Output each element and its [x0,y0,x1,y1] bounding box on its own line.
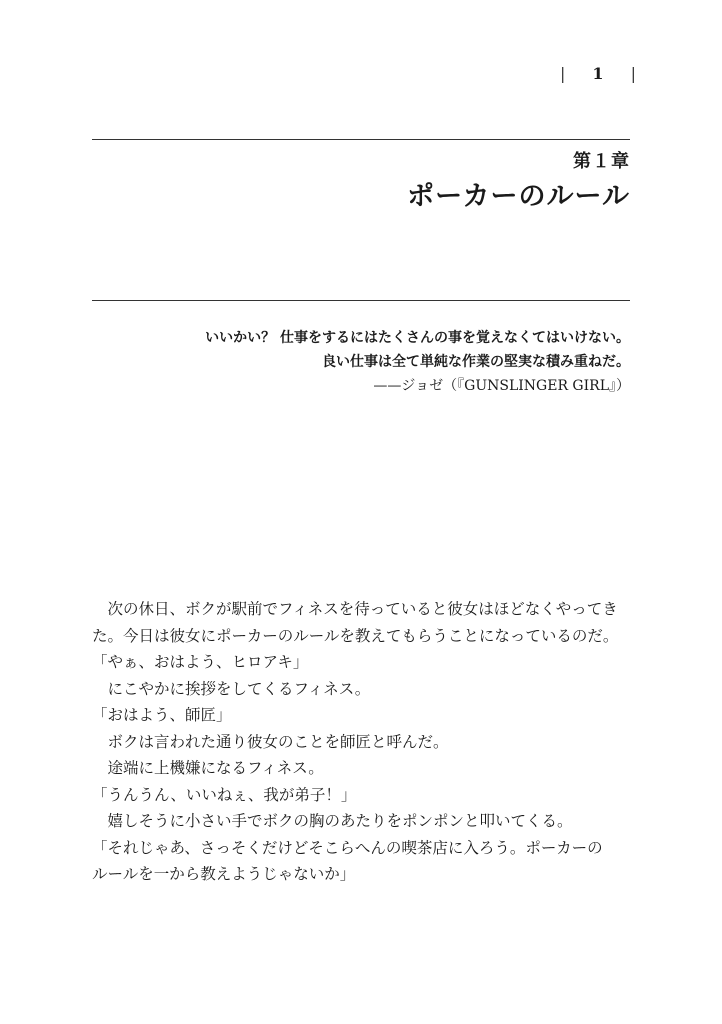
body-line: 「おはよう、師匠」 [92,706,232,724]
body-line: 途端に上機嫌になるフィネス。 [92,759,324,777]
epigraph-line: いいかい？ 仕事をするにはたくさんの事を覚えなくてはいけない。 [205,330,630,346]
body-line: た。今日は彼女にポーカーのルールを教えてもらうことになっているのだ。 [92,626,619,645]
epigraph-line: 良い仕事は全て単純な作業の堅実な積み重ねだ。 [322,354,630,370]
chapter-title: ポーカーのルール [407,181,630,212]
body-line: 「やぁ、おはよう、ヒロアキ」 [92,653,309,671]
page-number: 1 [592,64,604,83]
body-line: 「それじゃあ、さっそくだけどそこらへんの喫茶店に入ろう。ポーカーの [92,838,603,857]
chapter-bottom-rule [92,300,630,301]
body-line: にこやかに挨拶をしてくるフィネス。 [92,679,371,698]
chapter-label: 第１章 [573,151,630,172]
epigraph [205,326,630,398]
body-line: 「うんうん、いいねぇ、我が弟子！」 [92,785,357,804]
page-number-left-bar: | [560,64,566,83]
body-line: ボクは言われた通り彼女のことを師匠と呼んだ。 [92,732,449,751]
body-text [92,596,632,888]
body-line: ルールを一から教えようじゃないか」 [92,865,356,883]
body-line: 嬉しそうに小さい手でボクの胸のあたりをポンポンと叩いてくる。 [92,812,573,830]
chapter-top-rule [92,139,630,140]
page-number-header [560,64,636,83]
body-line: 次の休日、ボクが駅前でフィネスを待っていると彼女はほどなくやってき [92,600,618,618]
epigraph-attribution: ——ジョゼ（『GUNSLINGER GIRL』） [373,378,630,394]
page-number-right-bar: | [630,64,636,83]
